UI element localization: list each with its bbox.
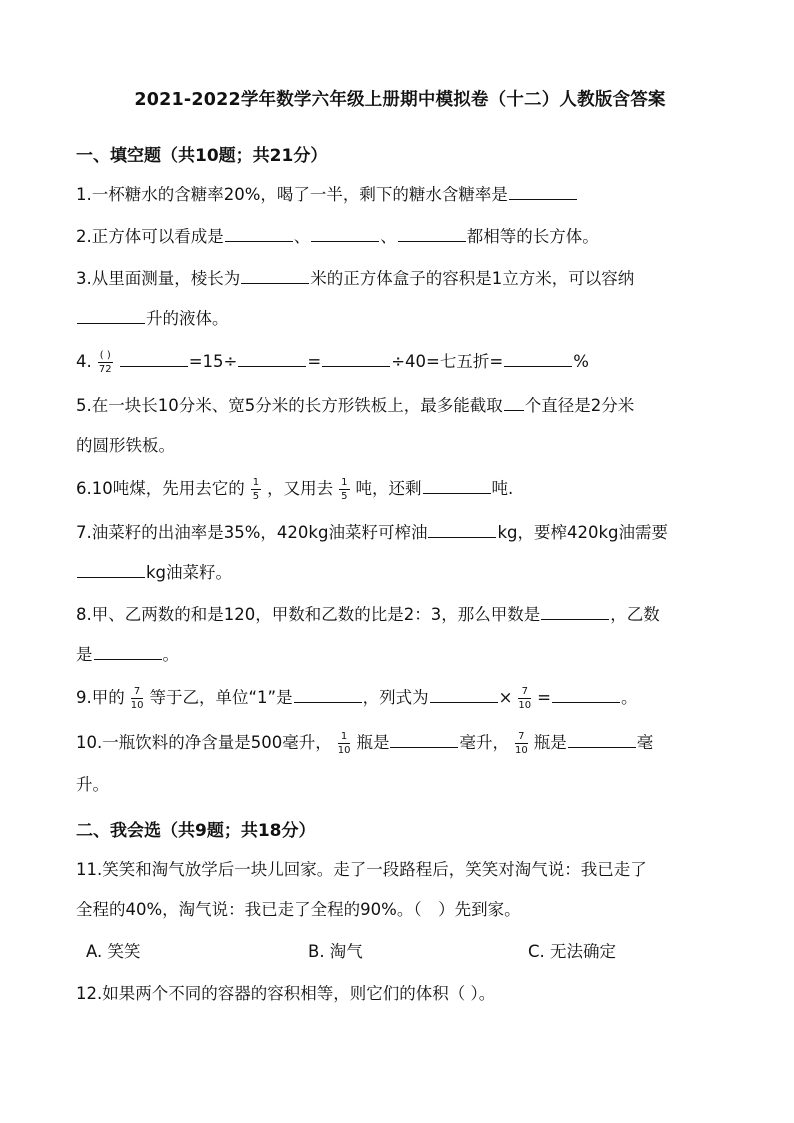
section-heading-fill-in: 一、填空题（共10题；共21分） xyxy=(76,146,328,166)
answer-blank[interactable] xyxy=(238,351,306,367)
answer-blank[interactable] xyxy=(225,226,293,242)
fraction-denominator: 5 xyxy=(341,491,348,502)
question-text: 吨. xyxy=(491,479,514,498)
answer-blank[interactable] xyxy=(428,522,496,538)
answer-blank[interactable] xyxy=(423,478,491,494)
question-text: kg，要榨420kg油需要 xyxy=(497,523,669,542)
fraction xyxy=(339,477,349,502)
section-heading-multiple-choice: 二、我会选（共9题；共18分） xyxy=(76,821,316,841)
answer-blank[interactable] xyxy=(509,184,577,200)
fraction-denominator: 72 xyxy=(98,364,112,375)
equation-text: ÷40=七五折= xyxy=(391,352,504,371)
fraction-numerator: ( ) xyxy=(99,350,111,361)
question-12 xyxy=(76,983,724,1005)
question-text: 升。 xyxy=(76,775,109,794)
question-text: 6.10吨煤，先用去它的 xyxy=(76,479,245,498)
answer-blank[interactable] xyxy=(430,687,498,703)
option-b[interactable]: B. 淘气 xyxy=(308,942,363,961)
question-2 xyxy=(76,226,724,248)
fraction xyxy=(131,686,144,711)
question-text: 10.一瓶饮料的净含量是500毫升， xyxy=(76,733,332,752)
question-text: 12.如果两个不同的容器的容积相等，则它们的体积（ ）。 xyxy=(76,984,496,1003)
question-text: 8.甲、乙两数的和是120，甲数和乙数的比是2：3，那么甲数是 xyxy=(76,605,541,624)
question-text: 全程的40%，淘气说：我已走了全程的90%。（ ）先到家。 xyxy=(76,900,521,919)
answer-blank[interactable] xyxy=(504,395,524,411)
question-6 xyxy=(76,477,724,502)
question-text: 毫 xyxy=(636,733,654,752)
question-text: ，列式为 xyxy=(362,688,429,707)
question-text: 。 xyxy=(162,645,179,664)
fraction xyxy=(515,731,528,756)
fraction-numerator: 1 xyxy=(341,477,348,488)
question-text: 11.笑笑和淘气放学后一块儿回家。走了一段路程后，笑笑对淘气说：我已走了 xyxy=(76,860,647,879)
fraction-denominator: 10 xyxy=(514,745,528,756)
fraction-numerator: 7 xyxy=(518,731,525,742)
fraction-denominator: 10 xyxy=(518,700,532,711)
answer-blank[interactable] xyxy=(568,732,636,748)
question-text: 3.从里面测量，棱长为 xyxy=(76,269,241,288)
question-3 xyxy=(76,268,724,290)
answer-blank[interactable] xyxy=(120,351,188,367)
question-text: 1.一杯糖水的含糖率20%，喝了一半，剩下的糖水含糖率是 xyxy=(76,185,508,204)
answer-blank[interactable] xyxy=(311,226,379,242)
equals-sign: = xyxy=(537,688,551,707)
question-1 xyxy=(76,184,724,206)
fraction-denominator: 10 xyxy=(337,745,351,756)
answer-blank[interactable] xyxy=(77,308,145,324)
fraction-numerator: 7 xyxy=(133,686,141,697)
question-7-continued xyxy=(76,562,724,584)
question-5 xyxy=(76,395,724,417)
question-text: 等于乙，单位“1”是 xyxy=(149,688,293,707)
question-text: 个直径是2分米 xyxy=(524,396,635,415)
question-text: 瓶是 xyxy=(356,733,390,752)
fraction xyxy=(251,477,261,502)
answer-blank[interactable] xyxy=(94,644,162,660)
fraction-denominator: 5 xyxy=(252,491,260,502)
question-text: 的圆形铁板。 xyxy=(76,436,175,455)
fraction-bar xyxy=(518,698,531,699)
question-text: 7.油菜籽的出油率是35%，420kg油菜籽可榨油 xyxy=(76,523,428,542)
question-text: kg油菜籽。 xyxy=(146,563,233,582)
fraction xyxy=(518,686,531,711)
multiply-sign: × xyxy=(498,688,513,707)
fraction-bar xyxy=(515,743,528,744)
question-4 xyxy=(76,350,724,375)
answer-blank[interactable] xyxy=(552,687,620,703)
answer-blank[interactable] xyxy=(294,687,362,703)
fraction-bar xyxy=(339,489,349,490)
question-8-continued xyxy=(76,644,724,666)
question-text: 瓶是 xyxy=(533,733,567,752)
question-10 xyxy=(76,731,724,756)
fraction-bar xyxy=(98,362,113,363)
question-11-continued xyxy=(76,899,724,921)
question-text: 米的正方体盒子的容积是1立方米，可以容纳 xyxy=(310,269,635,288)
answer-blank[interactable] xyxy=(541,604,609,620)
question-3-continued xyxy=(76,308,724,330)
answer-blank[interactable] xyxy=(390,732,458,748)
question-text: 升的液体。 xyxy=(146,309,229,328)
question-text: 毫升， xyxy=(459,733,509,752)
question-text: 9.甲的 xyxy=(76,688,125,707)
option-c[interactable]: C. 无法确定 xyxy=(528,942,617,961)
fraction-bar xyxy=(338,743,351,744)
question-text: 都相等的长方体。 xyxy=(466,227,599,246)
fraction-bar xyxy=(251,489,261,490)
answer-blank[interactable] xyxy=(322,351,390,367)
option-a[interactable]: A. 笑笑 xyxy=(86,942,141,961)
question-10-continued xyxy=(76,774,724,796)
separator: 、 xyxy=(380,227,397,246)
question-7 xyxy=(76,522,724,544)
answer-blank[interactable] xyxy=(398,226,466,242)
question-text: 是 xyxy=(76,645,93,664)
answer-blank[interactable] xyxy=(504,351,572,367)
equation-text: =15÷ xyxy=(188,352,238,371)
answer-blank[interactable] xyxy=(77,562,145,578)
answer-blank[interactable] xyxy=(241,268,309,284)
question-text: 。 xyxy=(620,688,638,707)
fraction xyxy=(338,731,351,756)
fraction-denominator: 10 xyxy=(130,700,144,711)
question-11 xyxy=(76,859,724,881)
equation-text: = xyxy=(307,352,322,371)
fraction xyxy=(98,350,113,375)
page-title: 2021-2022学年数学六年级上册期中模拟卷（十二）人教版含答案 xyxy=(134,90,666,110)
question-5-continued xyxy=(76,435,724,457)
question-text: 吨，还剩 xyxy=(355,479,422,498)
question-text: 2.正方体可以看成是 xyxy=(76,227,224,246)
question-text: ，又用去 xyxy=(267,479,334,498)
separator: 、 xyxy=(293,227,311,246)
question-text: ，乙数 xyxy=(610,605,660,624)
question-9 xyxy=(76,686,724,711)
equation-text: % xyxy=(573,352,589,371)
fraction-numerator: 1 xyxy=(252,477,260,488)
question-11-options xyxy=(86,941,724,963)
question-text: 5.在一块长10分米、宽5分米的长方形铁板上，最多能截取 xyxy=(76,396,503,415)
fraction-numerator: 1 xyxy=(340,731,348,742)
fraction-bar xyxy=(131,698,144,699)
fraction-numerator: 7 xyxy=(521,686,528,697)
question-number: 4. xyxy=(76,352,92,371)
question-8 xyxy=(76,604,724,626)
